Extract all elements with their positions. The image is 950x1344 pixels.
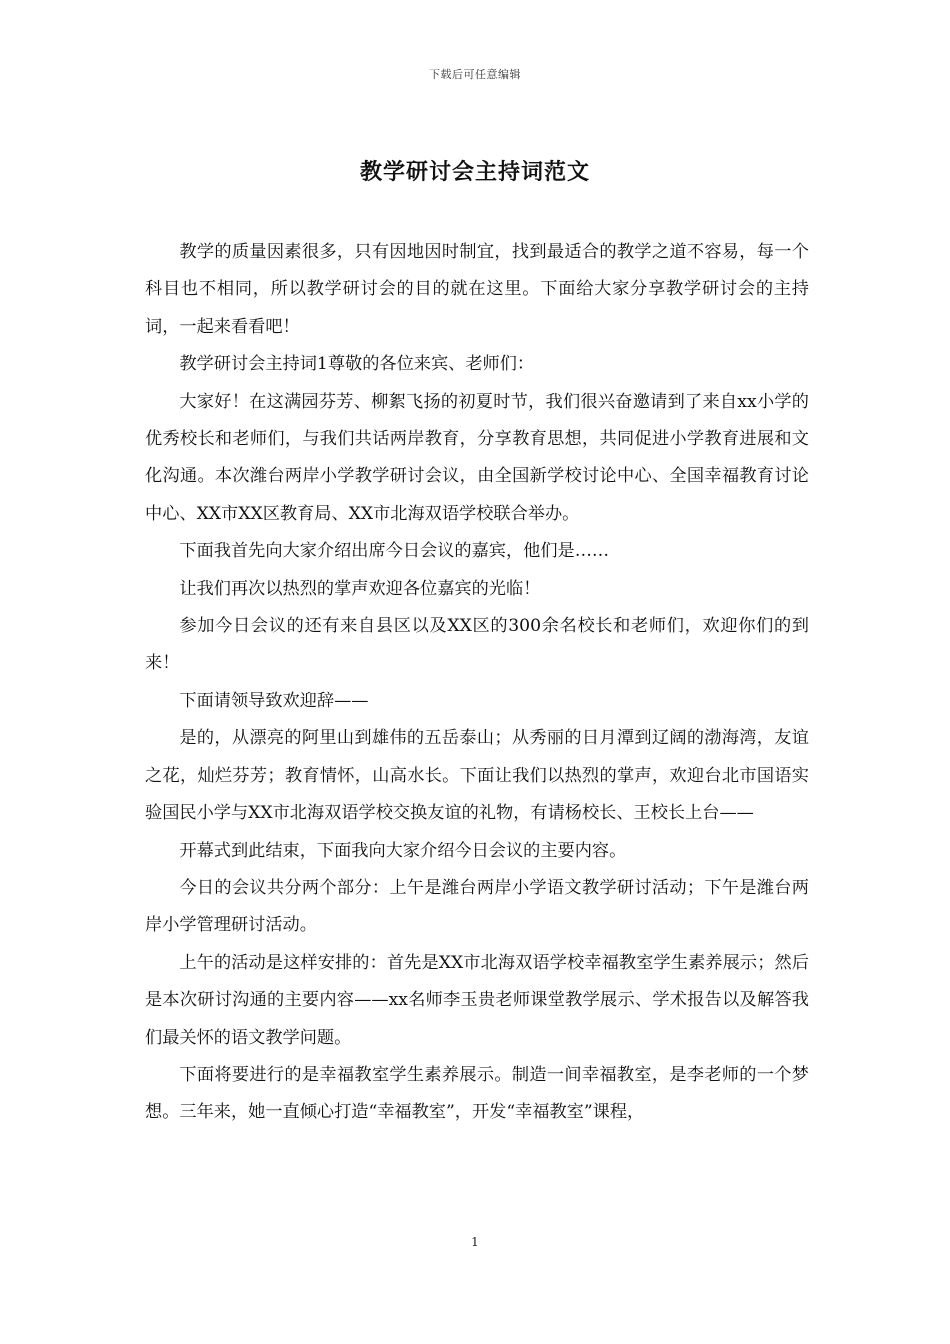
paragraph: 教学的质量因素很多，只有因地因时制宜，找到最适合的教学之道不容易，每一个科目也不相同，所以教学研讨会的目的就在这里。下面给大家分享教学研讨会的主持词，一起来看看吧！ [145,242,809,337]
paragraph: 下面请领导致欢迎辞—— [179,690,369,711]
paragraph: 教学研讨会主持词1尊敬的各位来宾、老师们： [179,354,535,375]
document-body [145,234,809,1132]
paragraph: 上午的活动是这样安排的：首先是XX市北海双语学校幸福教室学生素养展示；然后是本次研讨沟通的主要内容——xx名师李玉贵老师课堂教学展示、学术报告以及解答我们最关怀的语文教学问题。 [145,952,809,1048]
document-title: 教学研讨会主持词范文 [359,159,590,185]
header-note: 下载后可任意编辑 [429,68,521,81]
paragraph: 今日的会议共分两个部分：上午是潍台两岸小学语文教学研讨活动；下午是潍台两岸小学管理研讨活动。 [145,877,809,936]
paragraph: 开幕式到此结束，下面我向大家介绍今日会议的主要内容。 [179,840,627,861]
paragraph: 下面将要进行的是幸福教室学生素养展示。制造一间幸福教室，是李老师的一个梦想。三年来，她一直倾心打造“幸福教室”，开发“幸福教室”课程， [145,1064,809,1123]
paragraph: 是的，从漂亮的阿里山到雄伟的五岳泰山；从秀丽的日月潭到辽阔的渤海湾，友谊之花，灿烂芬芳；教育情怀，山高水长。下面让我们以热烈的掌声，欢迎台北市国语实验国民小学与XX市北海双语学校交换友谊的礼物，有请杨校长、王校长上台—— [145,728,809,824]
paragraph: 大家好！在这满园芬芳、柳絮飞扬的初夏时节，我们很兴奋邀请到了来自xx小学的优秀校长和老师们，与我们共话两岸教育，分享教育思想，共同促进小学教育进展和文化沟通。本次潍台两岸小学教学研讨会议，由全国新学校讨论中心、全国幸福教育讨论中心、XX市XX区教育局、XX市北海双语学校联合举办。 [145,391,809,524]
paragraph: 让我们再次以热烈的掌声欢迎各位嘉宾的光临！ [179,578,541,599]
paragraph: 参加今日会议的还有来自县区以及XX区的300余名校长和老师们，欢迎你们的到来！ [145,616,809,674]
page-number: 1 [471,1235,479,1249]
paragraph: 下面我首先向大家介绍出席今日会议的嘉宾，他们是…… [179,541,610,562]
